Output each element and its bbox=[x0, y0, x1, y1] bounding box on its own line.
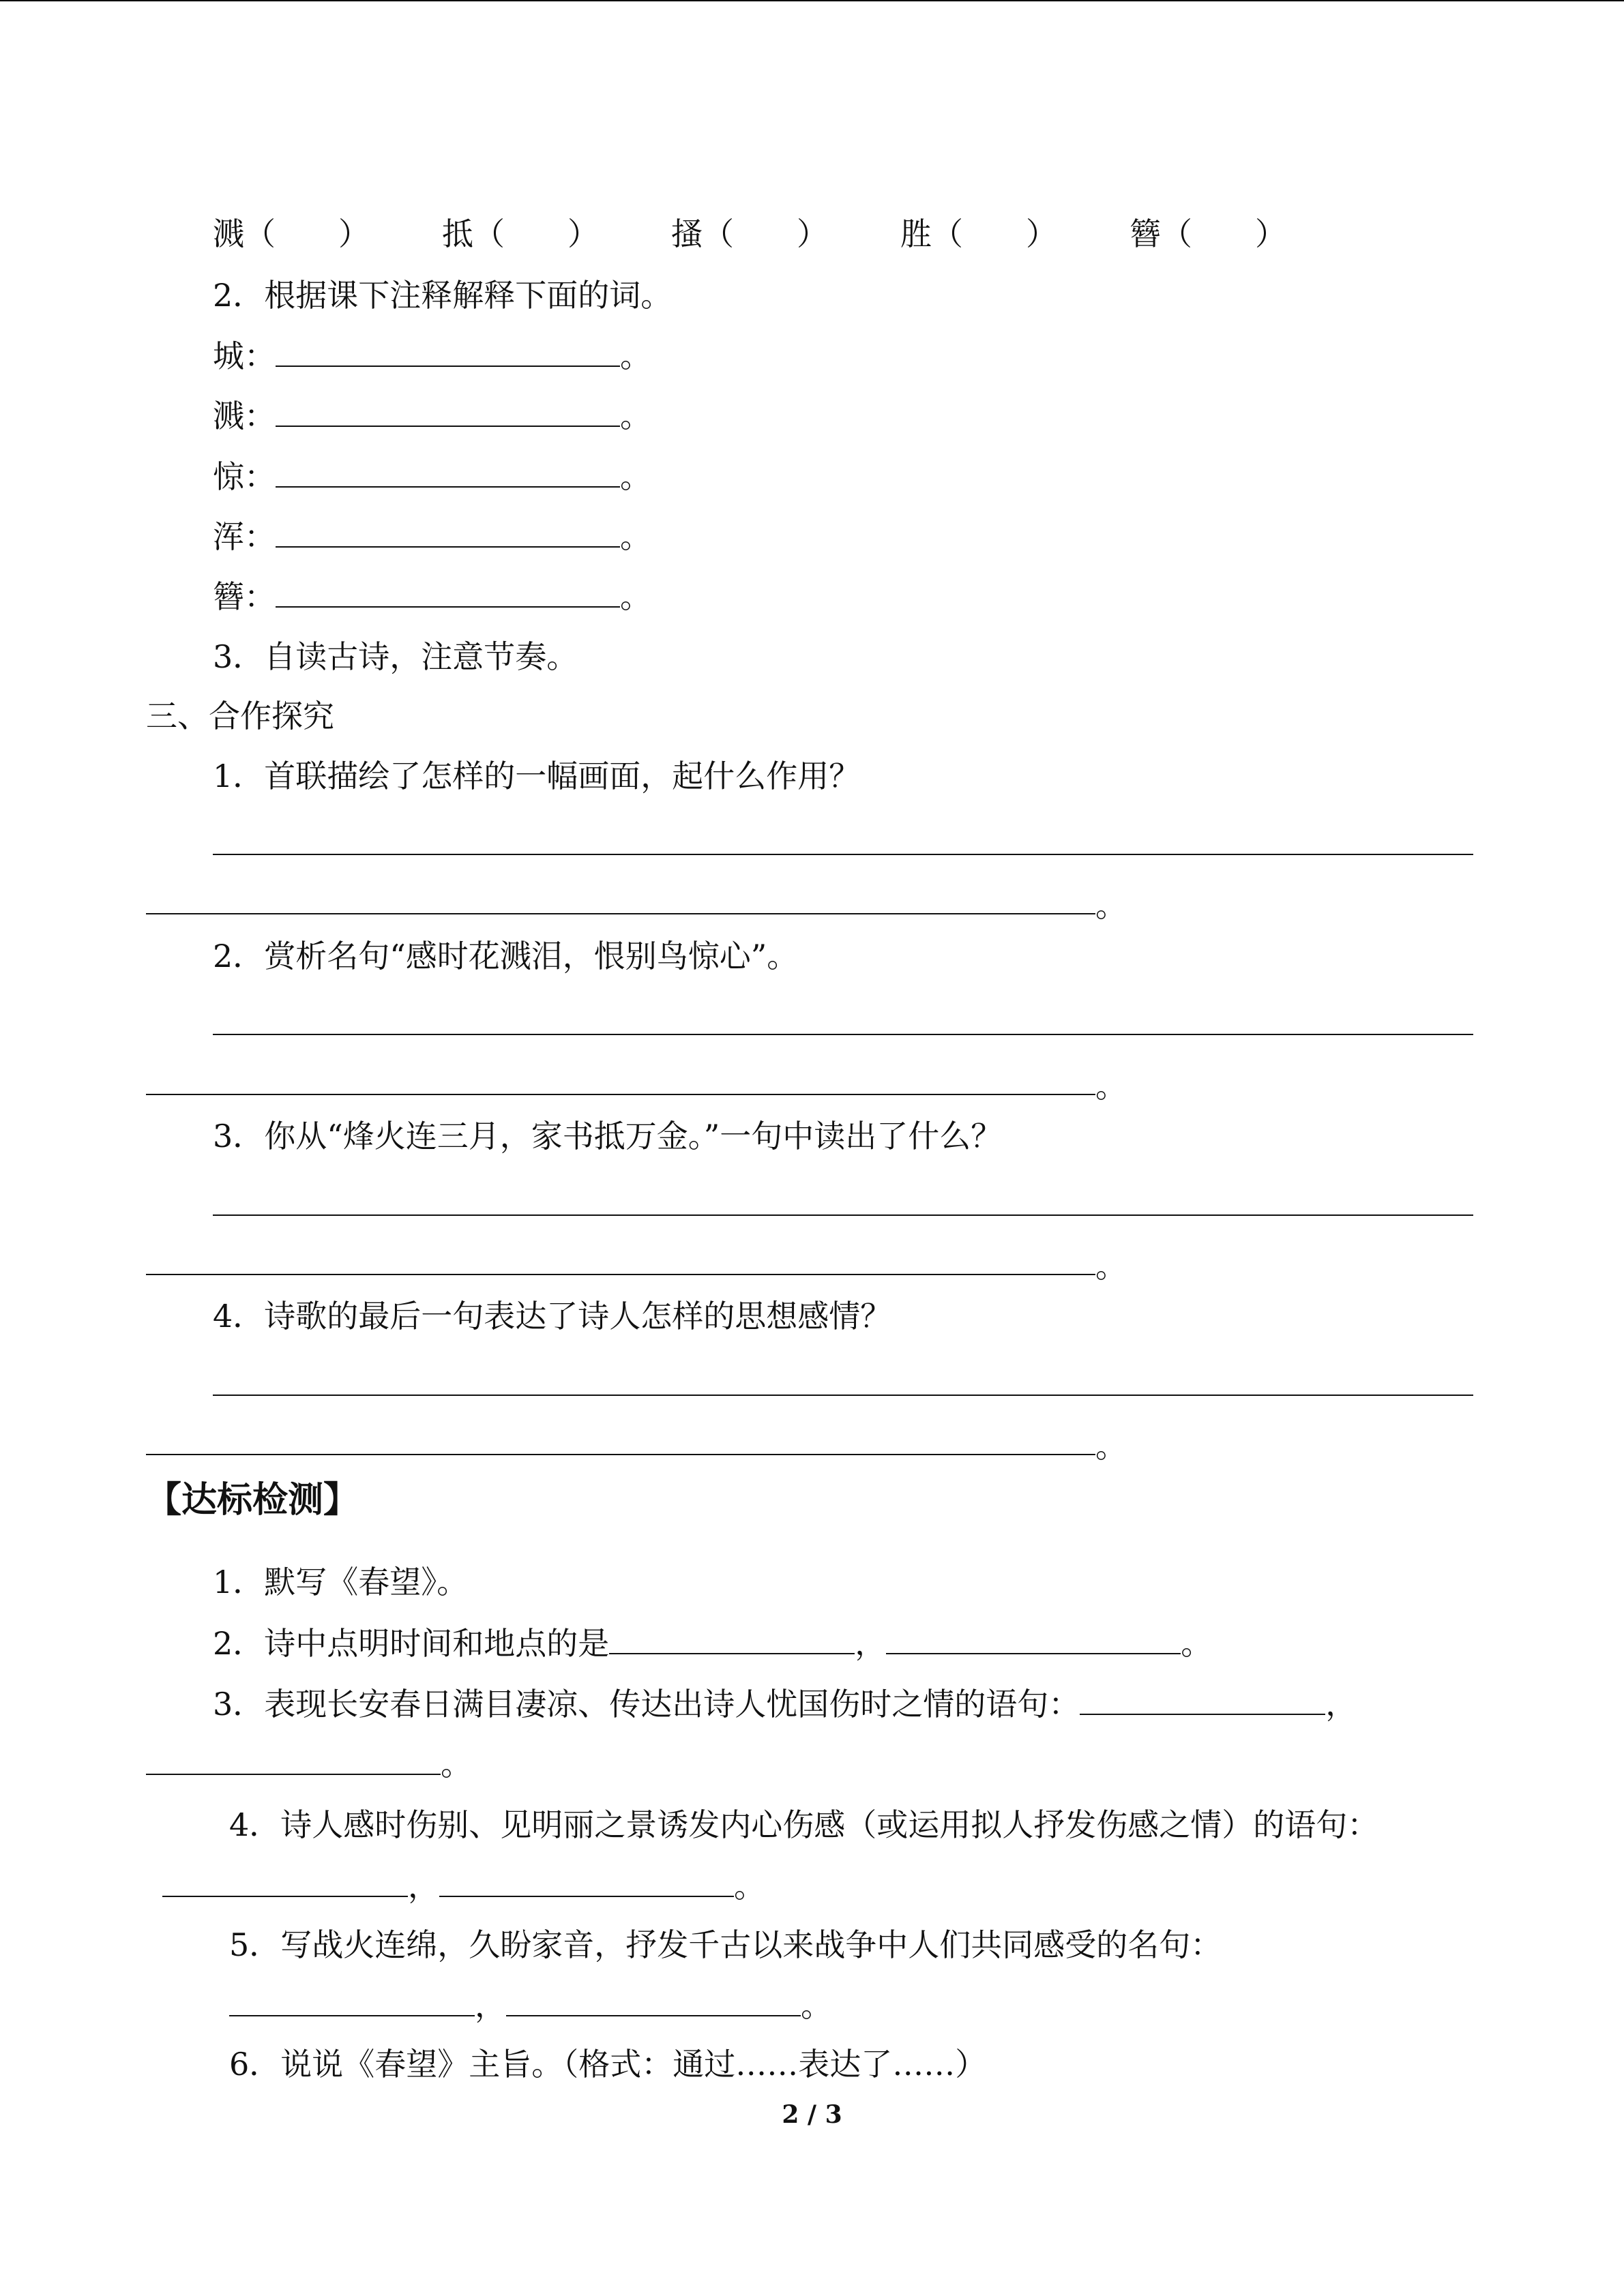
answer-blank[interactable] bbox=[506, 1988, 801, 2016]
char-zan: 簪（ ） bbox=[1130, 215, 1286, 252]
page-number: 2 / 3 bbox=[782, 2100, 842, 2129]
term-end: 。 bbox=[620, 458, 651, 495]
answer-line[interactable] bbox=[146, 1094, 1095, 1095]
term-label: 惊： bbox=[213, 458, 276, 495]
term-row bbox=[213, 516, 651, 557]
section-test-title: 【达标检测】 bbox=[146, 1480, 359, 1521]
answer-line[interactable] bbox=[213, 854, 1473, 855]
test-question-5-cont bbox=[229, 1985, 832, 2026]
term-row bbox=[213, 456, 651, 497]
answer-blank[interactable] bbox=[229, 1988, 475, 2016]
answer-line[interactable] bbox=[146, 1274, 1095, 1275]
answer-blank[interactable] bbox=[276, 398, 620, 427]
char-sao: 搔（ ） bbox=[671, 215, 828, 252]
test-question-3-text: 3．表现长安春日满目凄凉、传达出诗人忧国伤时之情的语句： bbox=[213, 1686, 1080, 1723]
answer-end-mark: 。 bbox=[1095, 887, 1127, 924]
period: 。 bbox=[801, 1987, 832, 2024]
term-label: 溅： bbox=[213, 398, 276, 434]
answer-blank[interactable] bbox=[439, 1868, 734, 1897]
answer-blank[interactable] bbox=[146, 1746, 441, 1775]
answer-end-mark: 。 bbox=[1095, 1428, 1127, 1465]
char-di: 抵（ ） bbox=[442, 215, 599, 252]
answer-end-mark: 。 bbox=[1095, 1068, 1127, 1105]
period: 。 bbox=[734, 1868, 765, 1905]
question-3: 3．自读古诗，注意节奏。 bbox=[213, 638, 578, 675]
test-question-3 bbox=[213, 1684, 1357, 1725]
test-question-6: 6．说说《春望》主旨。（格式：通过……表达了……） bbox=[229, 2046, 987, 2083]
test-question-3-cont bbox=[146, 1744, 472, 1785]
answer-blank[interactable] bbox=[609, 1626, 855, 1654]
answer-line[interactable] bbox=[213, 1034, 1473, 1035]
term-end: 。 bbox=[620, 578, 651, 615]
term-end: 。 bbox=[620, 518, 651, 555]
char-sheng: 胜（ ） bbox=[900, 215, 1057, 252]
answer-blank[interactable] bbox=[886, 1626, 1181, 1654]
test-question-4: 4．诗人感时伤别、见明丽之景诱发内心伤感（或运用拟人抒发伤感之情）的语句： bbox=[229, 1806, 1379, 1843]
answer-blank[interactable] bbox=[276, 519, 620, 548]
term-label: 簪： bbox=[213, 578, 276, 615]
coop-question-3: 3．你从“烽火连三月，家书抵万金。”一句中读出了什么？ bbox=[213, 1118, 1003, 1154]
char-jian: 溅（ ） bbox=[213, 215, 370, 252]
answer-line[interactable] bbox=[146, 913, 1095, 914]
comma: ， bbox=[475, 1987, 506, 2024]
answer-blank[interactable] bbox=[162, 1868, 408, 1897]
term-row bbox=[213, 396, 651, 436]
answer-end-mark: 。 bbox=[1095, 1248, 1127, 1285]
question-2-title: 2．根据课下注释解释下面的词。 bbox=[213, 277, 673, 314]
answer-line[interactable] bbox=[213, 1214, 1473, 1216]
top-border bbox=[0, 0, 1624, 1]
period: 。 bbox=[441, 1746, 472, 1783]
answer-blank[interactable] bbox=[276, 579, 620, 608]
term-label: 城： bbox=[213, 338, 276, 374]
coop-question-4: 4．诗歌的最后一句表达了诗人怎样的思想感情？ bbox=[213, 1298, 892, 1335]
comma: ， bbox=[1325, 1686, 1357, 1723]
test-question-5: 5．写战火连绵，久盼家音，抒发千古以来战争中人们共同感受的名句： bbox=[229, 1926, 1222, 1963]
answer-line[interactable] bbox=[146, 1454, 1095, 1455]
test-question-2 bbox=[213, 1623, 1212, 1664]
test-question-2-text: 2．诗中点明时间和地点的是 bbox=[213, 1625, 610, 1662]
period: 。 bbox=[1181, 1625, 1213, 1662]
comma: ， bbox=[855, 1625, 887, 1662]
term-row bbox=[213, 576, 651, 617]
section-cooperative-inquiry: 三、合作探究 bbox=[146, 698, 334, 734]
answer-blank[interactable] bbox=[1080, 1686, 1325, 1715]
term-end: 。 bbox=[620, 398, 651, 434]
answer-blank[interactable] bbox=[276, 459, 620, 488]
test-question-4-cont bbox=[162, 1866, 765, 1907]
term-end: 。 bbox=[620, 338, 651, 374]
term-label: 浑： bbox=[213, 518, 276, 555]
answer-line[interactable] bbox=[213, 1395, 1473, 1396]
coop-question-2: 2．赏析名句“感时花溅泪，恨别鸟惊心”。 bbox=[213, 938, 799, 974]
coop-question-1: 1．首联描绘了怎样的一幅画面，起什么作用？ bbox=[213, 758, 861, 794]
test-question-1: 1．默写《春望》。 bbox=[213, 1564, 469, 1600]
answer-blank[interactable] bbox=[276, 338, 620, 367]
term-row bbox=[213, 336, 651, 376]
comma: ， bbox=[408, 1868, 439, 1905]
